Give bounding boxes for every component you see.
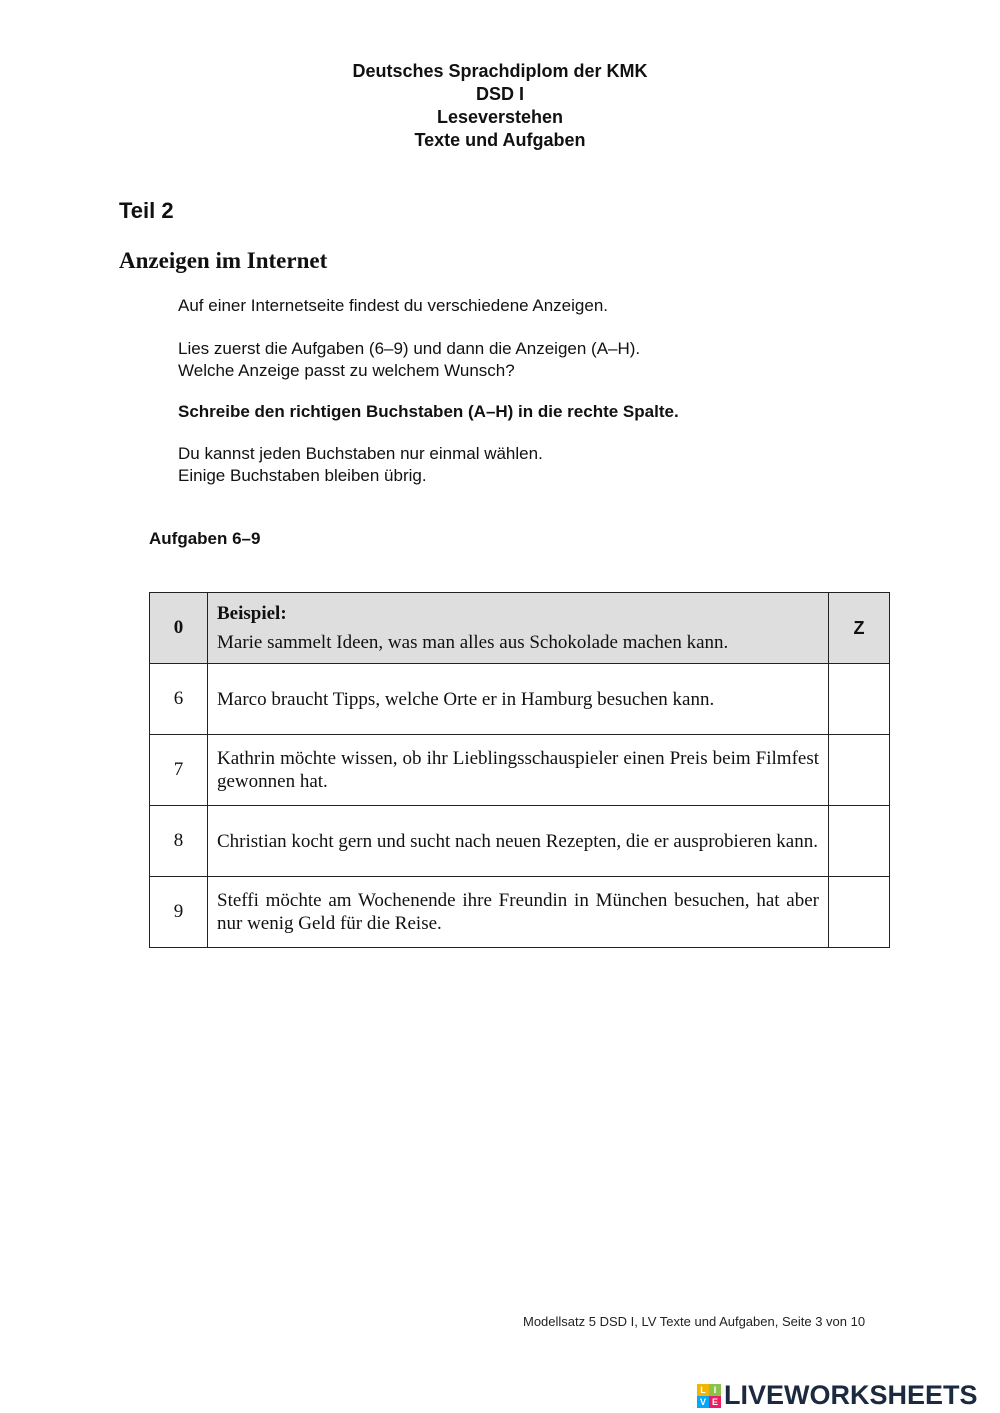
tasks-label: Aufgaben 6–9 [149, 529, 261, 548]
task-text: Christian kocht gern und sucht nach neuen Rezepten, die er ausprobieren kann. [208, 806, 829, 877]
task-number: 6 [150, 664, 208, 735]
logo-letter-l: L [697, 1384, 709, 1396]
answer-field-7[interactable] [829, 735, 890, 806]
instruction-paragraph-4 [178, 443, 543, 487]
example-row [150, 593, 890, 664]
table-row [150, 806, 890, 877]
answer-field-9[interactable] [829, 877, 890, 948]
liveworksheets-brand[interactable] [697, 1380, 978, 1411]
example-answer: Z [829, 593, 890, 664]
header-line-3: Leseverstehen [436, 107, 564, 127]
example-text-cell [208, 593, 829, 664]
instruction-line: Schreibe den richtigen Buchstaben (A–H) in die rechte Spalte. [178, 402, 679, 421]
section-title: Anzeigen im Internet [119, 248, 328, 273]
example-label: Beispiel: [217, 603, 287, 624]
instruction-line: Welche Anzeige passt zu welchem Wunsch? [178, 361, 515, 380]
brand-name: LIVEWORKSHEETS [724, 1380, 978, 1410]
example-number: 0 [150, 593, 208, 664]
table-row [150, 735, 890, 806]
instruction-paragraph-3 [178, 401, 679, 423]
instruction-line: Einige Buchstaben bleiben übrig. [178, 466, 427, 485]
instruction-line: Lies zuerst die Aufgaben (6–9) und dann die Anzeigen (A–H). [178, 339, 641, 358]
instruction-line: Auf einer Internetseite findest du verschiedene Anzeigen. [178, 296, 609, 315]
table-row [150, 664, 890, 735]
task-number: 9 [150, 877, 208, 948]
instruction-line: Du kannst jeden Buchstaben nur einmal wählen. [178, 444, 543, 463]
logo-letter-e: E [709, 1396, 721, 1408]
answer-field-6[interactable] [829, 664, 890, 735]
answer-field-8[interactable] [829, 806, 890, 877]
part-heading: Teil 2 [119, 198, 174, 223]
table-row [150, 877, 890, 948]
header-line-1: Deutsches Sprachdiplom der KMK [352, 61, 648, 81]
header-line-4: Texte und Aufgaben [414, 130, 586, 150]
page-footer: Modellsatz 5 DSD I, LV Texte und Aufgaben, Seite 3 von 10 [523, 1314, 866, 1329]
document-header [0, 60, 1000, 152]
logo-letter-i: I [709, 1384, 721, 1396]
instruction-paragraph-1 [178, 295, 608, 317]
tasks-table [149, 592, 890, 948]
example-text: Marie sammelt Ideen, was man alles aus Schokolade machen kann. [217, 632, 729, 653]
logo-letter-v: V [697, 1396, 709, 1408]
task-text: Kathrin möchte wissen, ob ihr Lieblingsschauspieler einen Preis beim Filmfest gewonnen hat. [208, 735, 829, 806]
header-line-2: DSD I [475, 84, 524, 104]
task-text: Marco braucht Tipps, welche Orte er in Hamburg besuchen kann. [208, 664, 829, 735]
task-number: 8 [150, 806, 208, 877]
liveworksheets-logo-icon [697, 1384, 721, 1408]
task-text: Steffi möchte am Wochenende ihre Freundin in München besuchen, hat aber nur wenig Geld für die Reise. [208, 877, 829, 948]
task-number: 7 [150, 735, 208, 806]
instruction-paragraph-2 [178, 338, 640, 382]
